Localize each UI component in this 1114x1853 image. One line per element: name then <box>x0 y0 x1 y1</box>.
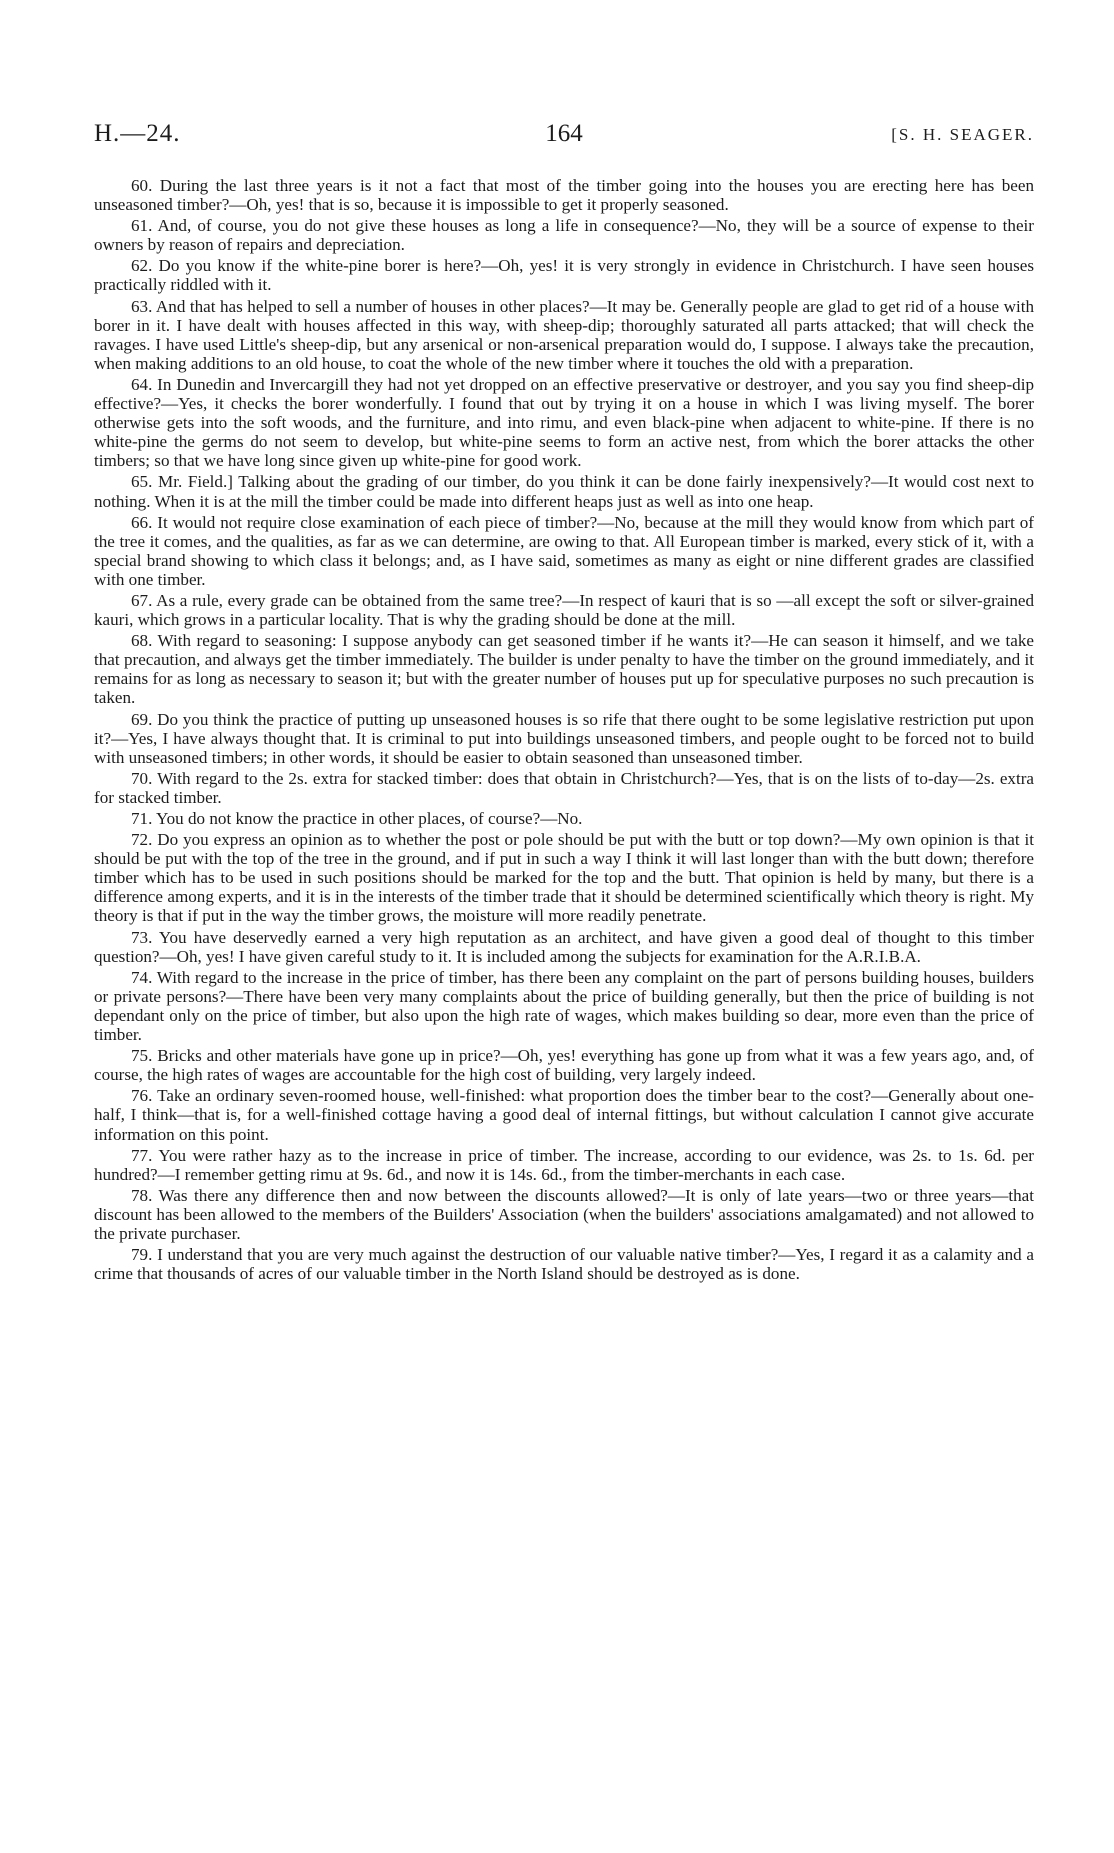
paragraph-70: 70. With regard to the 2s. extra for stacked timber: does that obtain in Christchurch?—Yes, that is on the lists of to-day—2s. extra for stacked timber. <box>94 768 1034 807</box>
paragraph-61: 61. And, of course, you do not give these houses as long a life in consequence?—No, they will be a source of expense to their owners by reason of repairs and depreciation. <box>94 216 1034 255</box>
paragraph-67: 67. As a rule, every grade can be obtained from the same tree?—In respect of kauri that is so —all except the soft or silver-grained kauri, which grows in a particular locality. That is why the grading should be done at the mill. <box>94 590 1034 630</box>
paragraph-75: 75. Bricks and other materials have gone up in price?—Oh, yes! everything has gone up from what it was a few years ago, and, of course, the high rates of wages are accountable for the high cost of building, very largely indeed. <box>94 1046 1034 1085</box>
page-body <box>94 176 1034 1283</box>
paragraph-68: 68. With regard to seasoning: I suppose anybody can get seasoned timber if he wants it?—He can season it himself, and we take that precaution, and always get the timber immediately. The builder is under penalty to have the timber on the ground immediately, and it remains for as long as necessary to season it; but with the greater number of houses put up for speculative purposes no such precaution is taken. <box>94 631 1034 708</box>
paragraph-72: 72. Do you express an opinion as to whether the post or pole should be put with the butt or top down?—My own opinion is that it should be put with the top of the tree in the ground, and if put in such a way I think it will last longer than with the butt down; therefore timber which has to be used in such positions should be marked for the top and the butt. That opinion is held by many, but there is a difference among experts, and it is in the interests of the timber trade that it should be determined scientifically which theory is right. My theory is that if put in the way the timber grows, the moisture will more readily penetrate. <box>94 830 1034 926</box>
witness-name: [S. H. SEAGER. <box>891 125 1034 144</box>
paragraph-78: 78. Was there any difference then and now between the discounts allowed?—It is only of late years—two or three years—that discount has been allowed to the members of the Builders' Association (when the builders' associations amalgamated) and not allowed to the private purchaser. <box>94 1185 1034 1243</box>
paragraph-65: 65. Mr. Field.] Talking about the grading of our timber, do you think it can be done fairly inexpensively?—It would cost next to nothing. When it is at the mill the timber could be made into different heaps just as well as into one heap. <box>94 472 1034 511</box>
paragraph-74: 74. With regard to the increase in the price of timber, has there been any complaint on the part of persons building houses, builders or private persons?—There have been very many complaints about the price of building generally, but then the price of building is not dependant only on the price of timber, but also upon the high rate of wages, which makes building so dear, more even than the price of timber. <box>94 967 1034 1045</box>
page-number: 164 <box>545 120 583 147</box>
paragraph-71: 71. You do not know the practice in other places, of course?—No. <box>131 809 583 828</box>
paragraph-63: 63. And that has helped to sell a number of houses in other places?—It may be. Generally people are glad to get rid of a house with borer in it. I have dealt with houses affected in this way, with sheep-dip; thoroughly saturated all parts attacked; that will check the ravages. I have used Little's sheep-dip, but any arsenical or non-arsenical preparation would do, I suppose. I always take the precaution, when making additions to an old house, to coat the whole of the new timber where it touches the old with a preparation. <box>94 296 1034 373</box>
paragraph-73: 73. You have deservedly earned a very high reputation as an architect, and have given a good deal of thought to this timber question?—Oh, yes! I have given careful study to it. It is included among the subjects for examination for the A.R.I.B.A. <box>94 927 1034 966</box>
paragraph-60: 60. During the last three years is it not a fact that most of the timber going into the houses you are erecting here has been unseasoned timber?—Oh, yes! that is so, because it is impossible to get it properly seasoned. <box>94 176 1034 215</box>
paragraph-77: 77. You were rather hazy as to the increase in price of timber. The increase, according to our evidence, was 2s. to 1s. 6d. per hundred?—I remember getting rimu at 9s. 6d., and now it is 14s. 6d., from the timber-merchants in each case. <box>94 1145 1034 1184</box>
paragraph-76: 76. Take an ordinary seven-roomed house, well-finished: what proportion does the timber bear to the cost?—Generally about one-half, I think—that is, for a well-finished cottage having a good deal of internal fittings, but without calculation I cannot give accurate information on this point. <box>94 1086 1034 1144</box>
document-code: H.—24. <box>94 120 181 147</box>
paragraph-64: 64. In Dunedin and Invercargill they had not yet dropped on an effective preservative or destroyer, and you say you find sheep-dip effective?—Yes, it checks the borer wonderfully. I found that out by trying it on a house in which I was living myself. The borer otherwise gets into the soft woods, and the furniture, and into rimu, and even black-pine when adjacent to white-pine. If there is no white-pine the germs do not seem to develop, but white-pine seems to form an active nest, from which the borer attacks the other timbers; so that we have long since given up white-pine for good work. <box>94 374 1034 471</box>
paragraph-69: 69. Do you think the practice of putting up unseasoned houses is so rife that there ought to be some legislative restriction put upon it?—Yes, I have always thought that. It is criminal to put into buildings unseasoned timbers, and people ought to be forced not to build with unseasoned timbers; in other words, it should be easier to obtain seasoned than unseasoned timber. <box>94 709 1034 767</box>
paragraph-79: 79. I understand that you are very much against the destruction of our valuable native timber?—Yes, I regard it as a calamity and a crime that thousands of acres of our valuable timber in the North Island should be destroyed as is done. <box>94 1245 1034 1284</box>
paragraph-66: 66. It would not require close examination of each piece of timber?—No, because at the mill they would know from which part of the tree it comes, and the qualities, as far as we can determine, are owing to that. All European timber is marked, every stick of it, with a special brand showing to which class it belongs; and, as I have said, sometimes as many as eight or nine different grades are classified with one timber. <box>94 512 1034 589</box>
paragraph-62: 62. Do you know if the white-pine borer is here?—Oh, yes! it is very strongly in evidence in Christchurch. I have seen houses practically riddled with it. <box>94 256 1034 295</box>
page-header <box>94 120 1034 154</box>
